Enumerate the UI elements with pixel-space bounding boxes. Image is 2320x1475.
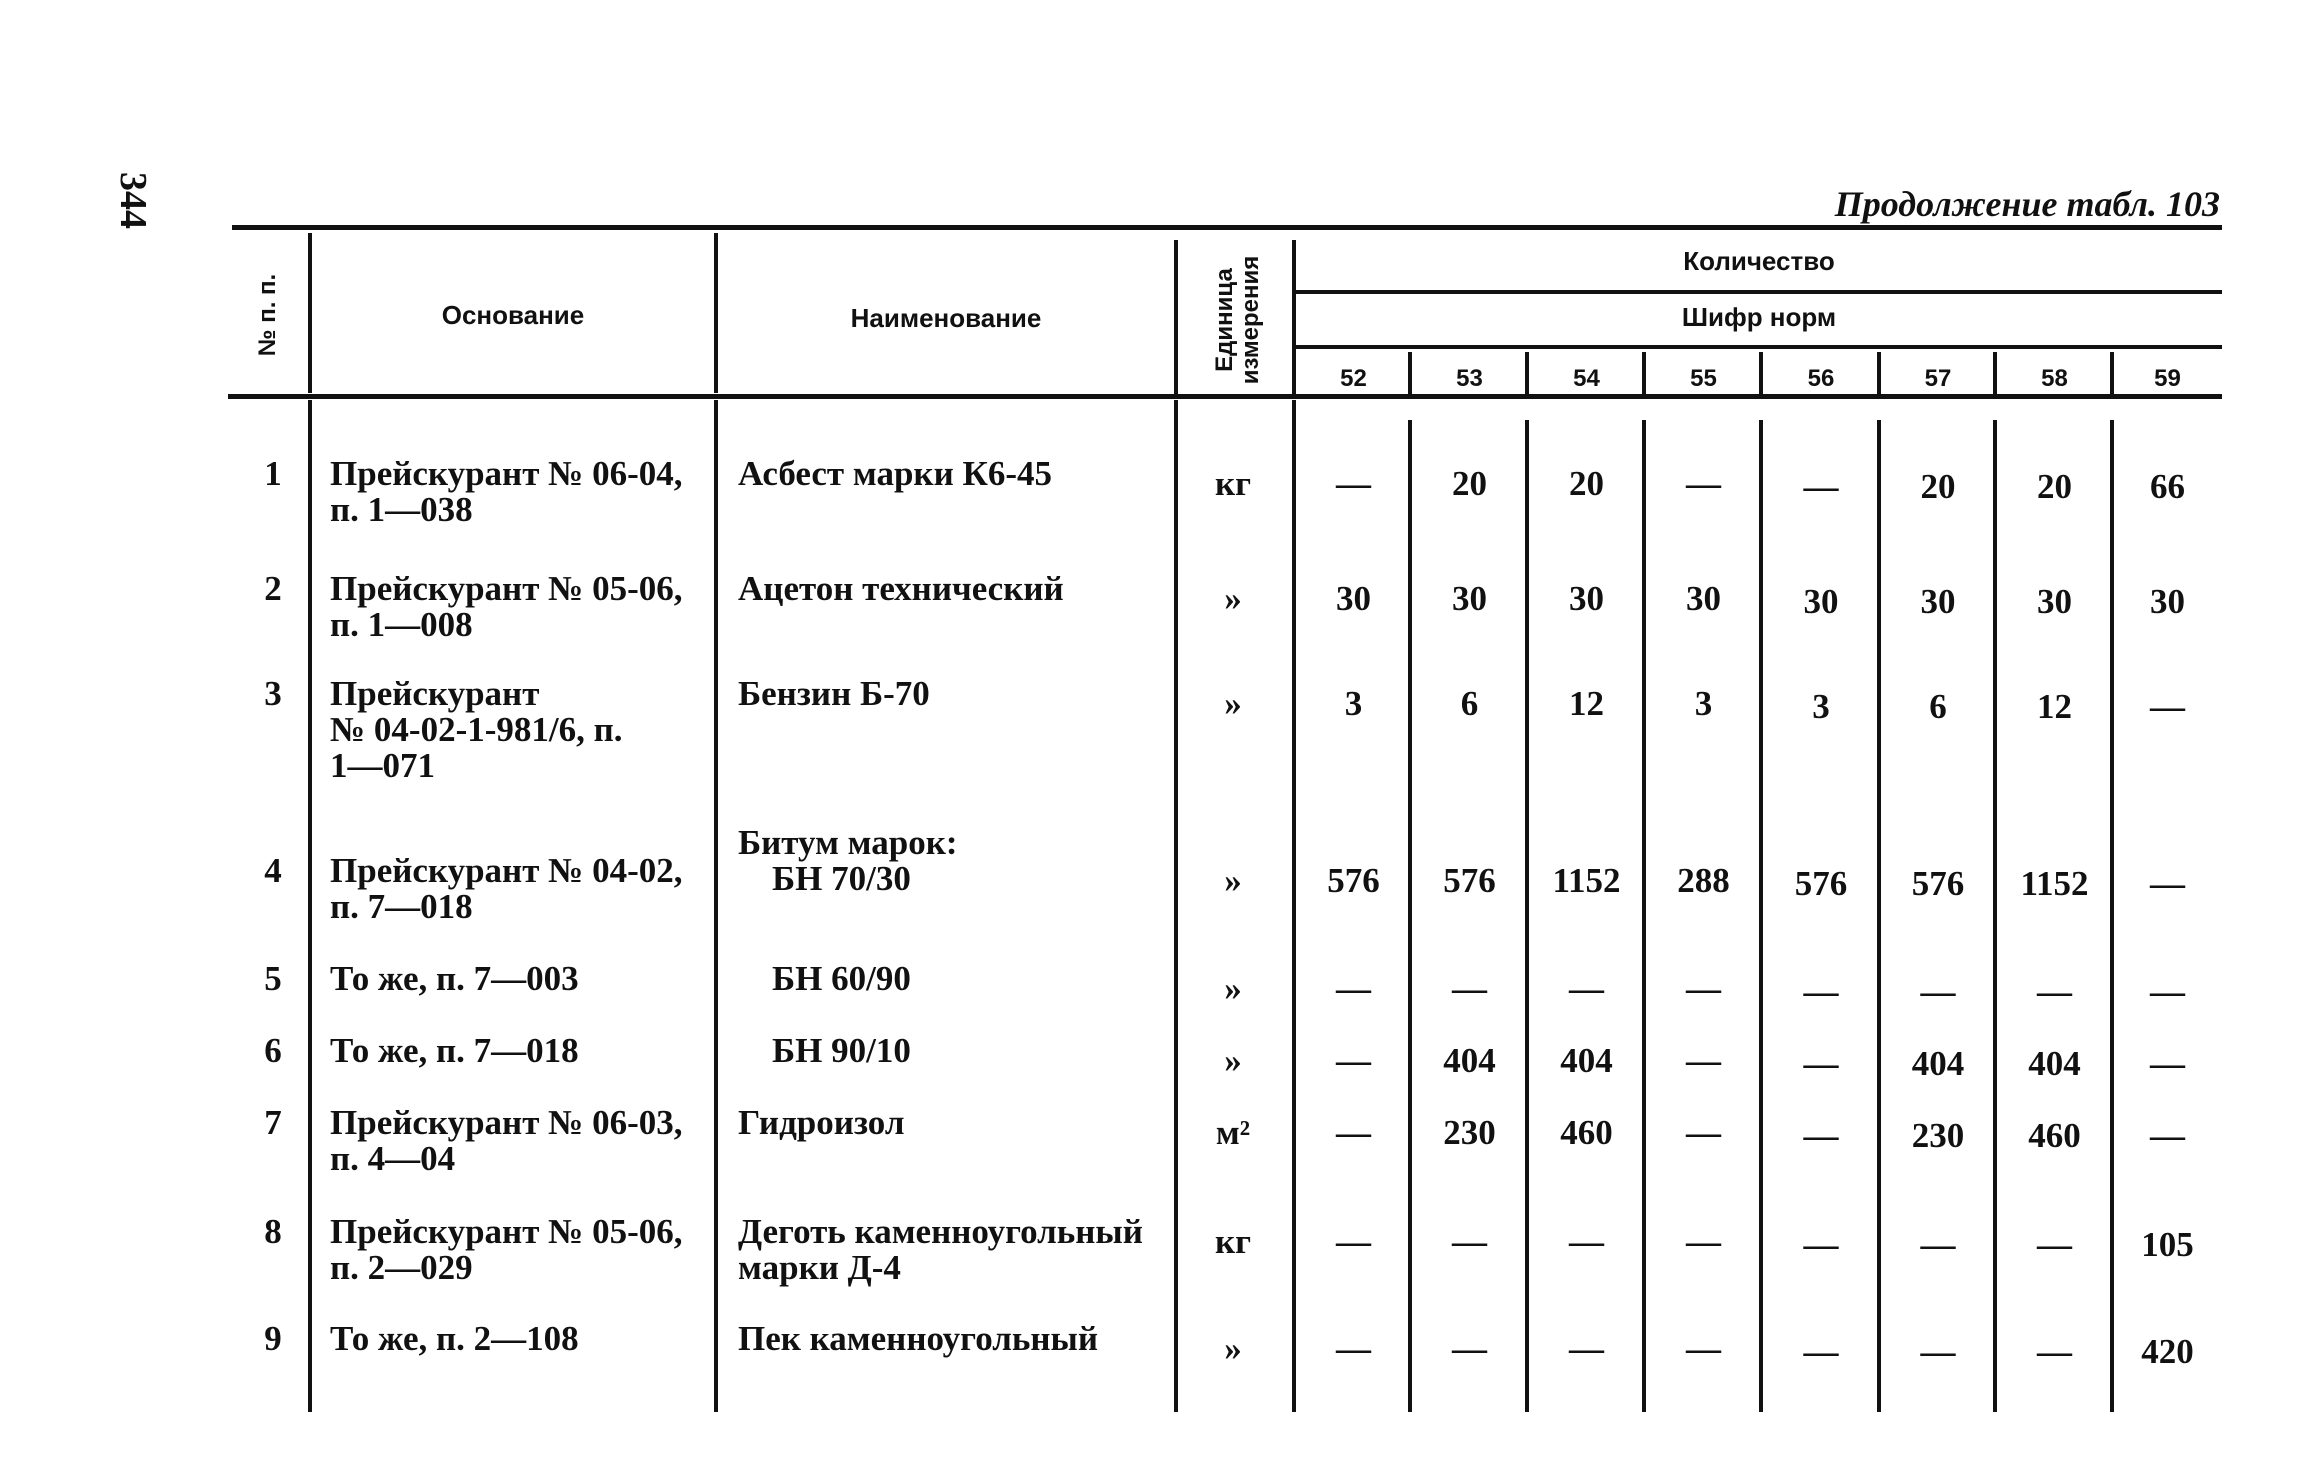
quantity-value: — xyxy=(1569,969,1604,1008)
basis-text: п. 2—029 xyxy=(330,1248,473,1287)
norm-code-header: 55 xyxy=(1690,365,1717,392)
basis-text: То же, п. 7—018 xyxy=(330,1031,579,1070)
norm-code-header: 58 xyxy=(2041,365,2068,392)
quantity-value: — xyxy=(1686,1222,1721,1261)
header-index: № п. п. xyxy=(254,273,281,357)
basis-text: п. 7—018 xyxy=(330,887,473,926)
quantity-value: — xyxy=(2150,687,2185,726)
quantity-value: — xyxy=(1569,1222,1604,1261)
quantity-value: 30 xyxy=(1336,579,1371,618)
body-divider xyxy=(714,400,718,1412)
quantity-value: 6 xyxy=(1929,687,1947,726)
quantity-value: — xyxy=(1452,969,1487,1008)
norm-body-divider xyxy=(1408,420,1412,1412)
norm-body-divider xyxy=(1642,420,1646,1412)
header-unit-line1: Единица xyxy=(1211,268,1238,372)
unit-text: м² xyxy=(1215,1113,1251,1152)
quantity-value: 1152 xyxy=(2020,864,2089,903)
row-number: 3 xyxy=(264,674,282,713)
quantity-value: 30 xyxy=(1920,582,1956,621)
basis-text: Прейскурант № 05-06, xyxy=(330,1212,683,1251)
row-number: 6 xyxy=(264,1031,282,1070)
quantity-value: — xyxy=(1336,464,1371,503)
row-number: 8 xyxy=(264,1212,282,1251)
basis-text: Прейскурант № 04-02, xyxy=(330,851,683,890)
basis-text: № 04-02-1-981/6, п. xyxy=(330,710,623,749)
header-divider xyxy=(1174,240,1178,395)
name-text: БН 60/90 xyxy=(772,959,911,998)
quantity-value: — xyxy=(1336,1113,1371,1152)
quantity-value: — xyxy=(1686,464,1721,503)
basis-text: То же, п. 2—108 xyxy=(330,1319,579,1358)
quantity-value: 30 xyxy=(1569,579,1604,618)
header-name: Наименование xyxy=(850,303,1042,333)
norm-body-divider xyxy=(1759,420,1763,1412)
basis-text: То же, п. 7—003 xyxy=(330,959,579,998)
quantity-value: 576 xyxy=(1443,861,1496,900)
row-number: 4 xyxy=(264,851,282,890)
quantity-value: — xyxy=(2037,972,2072,1011)
body-divider xyxy=(308,400,312,1412)
basis-text: Прейскурант № 06-03, xyxy=(330,1103,683,1142)
name-text: БН 90/10 xyxy=(772,1031,911,1070)
unit-text: » xyxy=(1224,1041,1242,1080)
basis-text: Прейскурант № 06-04, xyxy=(330,454,683,493)
name-group-heading: Битум марок: xyxy=(738,823,958,862)
basis-text: п. 1—038 xyxy=(330,490,473,529)
quantity-value: — xyxy=(1920,972,1956,1011)
unit-text: » xyxy=(1224,969,1242,1008)
row-number: 1 xyxy=(264,454,282,493)
name-text: Гидроизол xyxy=(738,1103,905,1142)
quantity-value: 460 xyxy=(1560,1113,1613,1152)
quantity-value: — xyxy=(2150,1116,2185,1155)
quantity-value: — xyxy=(1803,1116,1839,1155)
norm-body-divider xyxy=(1525,420,1529,1412)
norm-code-header: 53 xyxy=(1456,365,1483,392)
name-text: Асбест марки К6-45 xyxy=(738,454,1053,493)
basis-text: п. 4—04 xyxy=(330,1139,456,1178)
quantity-value: 230 xyxy=(1443,1113,1496,1152)
unit-text: » xyxy=(1224,684,1242,723)
quantity-value: — xyxy=(1803,972,1839,1011)
header-quantity: Количество xyxy=(1683,246,1835,276)
quantity-value: 30 xyxy=(1452,579,1487,618)
quantity-value: — xyxy=(1686,1113,1721,1152)
norm-code-header: 56 xyxy=(1807,365,1835,392)
quantity-value: 1152 xyxy=(1552,861,1621,900)
quantity-value: 404 xyxy=(1560,1041,1613,1080)
norm-body-divider xyxy=(1877,420,1881,1412)
quantity-value: 30 xyxy=(1803,582,1839,621)
quantity-value: — xyxy=(1686,1041,1721,1080)
quantity-value: — xyxy=(1803,1332,1839,1371)
row-number: 5 xyxy=(264,959,282,998)
quantity-value: 404 xyxy=(2028,1044,2081,1083)
quantity-rule xyxy=(1294,290,2222,294)
quantity-value: — xyxy=(1336,1222,1371,1261)
quantity-value: — xyxy=(2037,1332,2072,1371)
quantity-value: 576 xyxy=(1911,864,1965,903)
quantity-value: 30 xyxy=(2037,582,2072,621)
row-number: 7 xyxy=(264,1103,282,1142)
name-text: марки Д-4 xyxy=(738,1248,901,1287)
name-text: Пек каменноугольный xyxy=(738,1319,1099,1358)
quantity-value: 3 xyxy=(1694,684,1713,723)
quantity-value: — xyxy=(1452,1329,1487,1368)
name-text: Деготь каменноугольный xyxy=(738,1212,1143,1251)
quantity-value: 30 xyxy=(2150,582,2185,621)
quantity-value: 230 xyxy=(1911,1116,1965,1155)
quantity-value: 576 xyxy=(1794,864,1848,903)
quantity-value: 460 xyxy=(2028,1116,2081,1155)
table-caption: Продолжение табл. 103 xyxy=(1834,184,2220,224)
quantity-value: 576 xyxy=(1327,861,1380,900)
quantity-value: 30 xyxy=(1686,579,1721,618)
quantity-value: 3 xyxy=(1344,684,1363,723)
quantity-value: — xyxy=(1452,1222,1487,1261)
name-text: Бензин Б-70 xyxy=(738,674,930,713)
norm-code-header: 59 xyxy=(2154,365,2181,392)
top-rule xyxy=(232,225,2222,230)
quantity-value: 20 xyxy=(1569,464,1604,503)
unit-text: » xyxy=(1224,1329,1242,1368)
quantity-value: 404 xyxy=(1911,1044,1965,1083)
quantity-value: — xyxy=(1336,1041,1371,1080)
quantity-value: 288 xyxy=(1677,861,1730,900)
norm-code-header: 54 xyxy=(1573,365,1600,392)
norm-code-header: 57 xyxy=(1924,365,1952,392)
unit-text: кг xyxy=(1214,464,1252,503)
basis-text: Прейскурант xyxy=(330,674,540,713)
quantity-value: — xyxy=(1803,467,1839,506)
quantity-value: 20 xyxy=(1452,464,1487,503)
quantity-value: 20 xyxy=(2037,467,2072,506)
page-number: 344 xyxy=(112,172,154,229)
quantity-value: — xyxy=(2150,1044,2185,1083)
quantity-value: — xyxy=(1803,1044,1839,1083)
header-unit-line2: измерения xyxy=(1237,255,1264,385)
quantity-value: — xyxy=(1336,1329,1371,1368)
quantity-value: 20 xyxy=(1920,467,1956,506)
quantity-value: — xyxy=(1920,1332,1956,1371)
basis-text: 1—071 xyxy=(330,746,435,785)
quantity-value: — xyxy=(1686,969,1721,1008)
quantity-value: 66 xyxy=(2150,467,2185,506)
header-basis: Основание xyxy=(441,300,585,330)
quantity-value: 105 xyxy=(2141,1225,2194,1264)
basis-text: п. 1—008 xyxy=(330,605,473,644)
row-number: 9 xyxy=(264,1319,282,1358)
quantity-value: 3 xyxy=(1812,687,1830,726)
quantity-value: — xyxy=(2150,972,2185,1011)
quantity-value: — xyxy=(1686,1329,1721,1368)
unit-text: » xyxy=(1224,579,1242,618)
name-text: БН 70/30 xyxy=(772,859,911,898)
quantity-value: — xyxy=(1569,1329,1604,1368)
quantity-value: 12 xyxy=(1569,684,1604,723)
quantity-value: — xyxy=(1803,1225,1839,1264)
body-divider xyxy=(1292,400,1296,1412)
quantity-value: 12 xyxy=(2037,687,2072,726)
norm-body-divider xyxy=(1993,420,1997,1412)
norm-body-divider xyxy=(2110,420,2114,1412)
quantity-value: — xyxy=(1920,1225,1956,1264)
row-number: 2 xyxy=(264,569,282,608)
quantity-value: — xyxy=(2037,1225,2072,1264)
unit-text: кг xyxy=(1214,1222,1252,1261)
header-unit xyxy=(1212,245,1266,395)
quantity-value: 6 xyxy=(1460,684,1479,723)
quantity-value: 420 xyxy=(2141,1332,2194,1371)
quantity-value: — xyxy=(2150,864,2185,903)
quantity-value: 404 xyxy=(1443,1041,1496,1080)
unit-text: » xyxy=(1224,861,1242,900)
cipher-rule xyxy=(1294,345,2222,349)
header-norm-cipher: Шифр норм xyxy=(1681,302,1837,332)
norm-code-header: 52 xyxy=(1340,365,1367,392)
name-text: Ацетон технический xyxy=(738,569,1064,608)
quantity-value: — xyxy=(1336,969,1371,1008)
basis-text: Прейскурант № 05-06, xyxy=(330,569,683,608)
